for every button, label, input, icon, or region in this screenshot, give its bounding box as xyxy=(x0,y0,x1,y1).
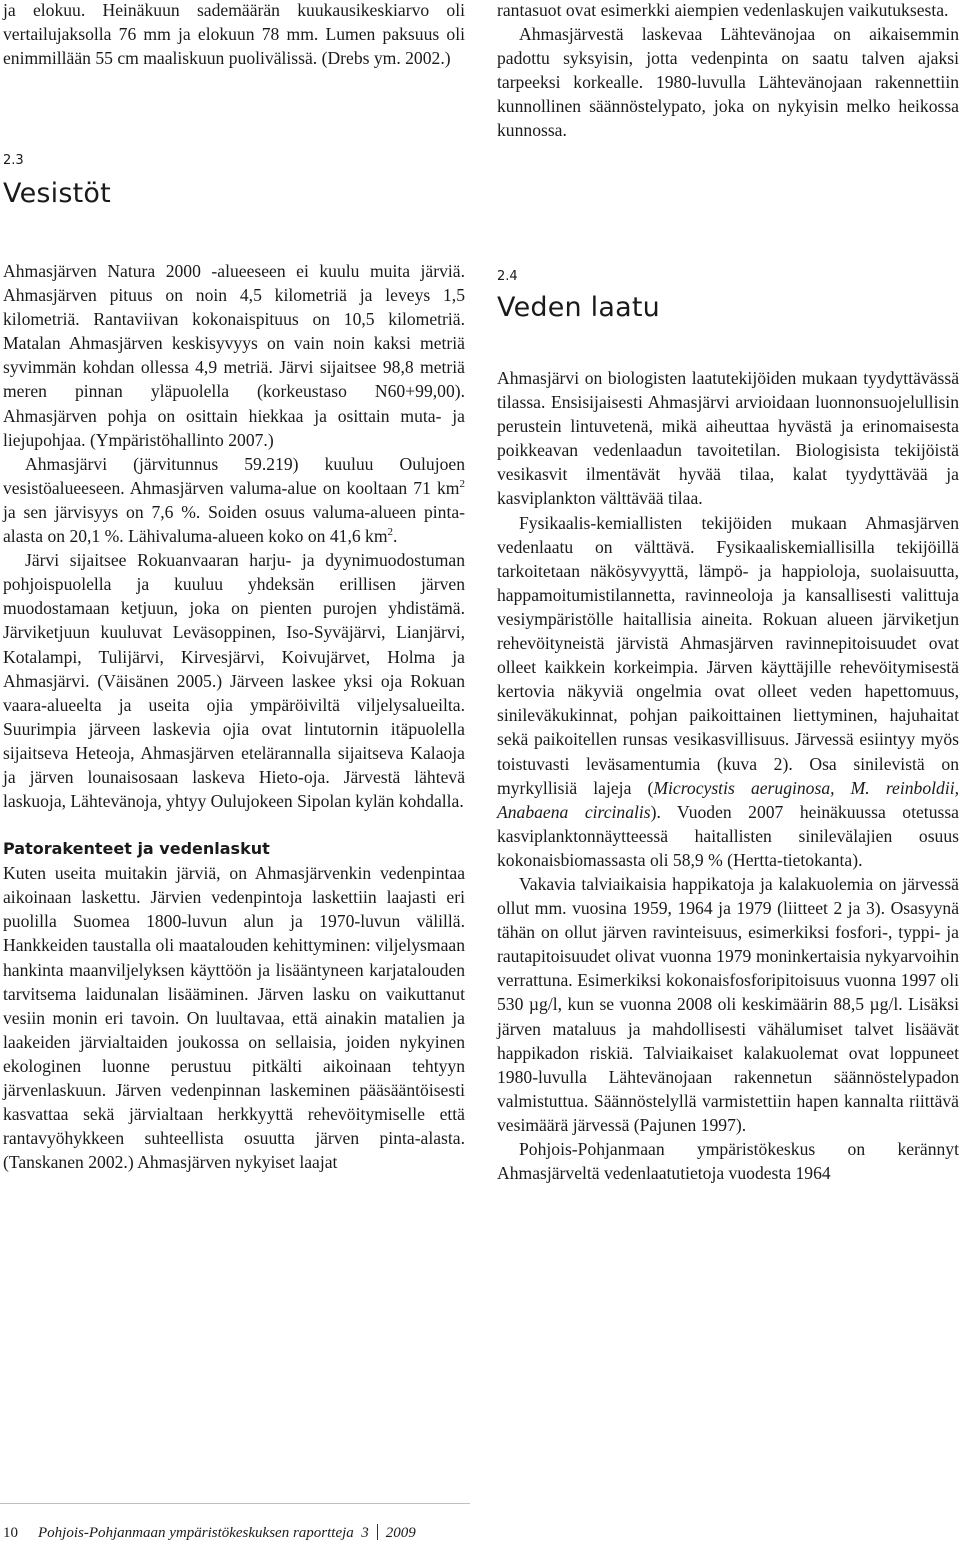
section-number-2-3: 2.3 xyxy=(3,153,24,168)
section-number-2-4: 2.4 xyxy=(497,269,518,284)
left-top-text xyxy=(3,0,465,70)
subheading-patorakenteet: Patorakenteet ja vedenlaskut xyxy=(3,839,270,859)
series-title: Pohjois-Pohjanmaan ympäristökeskuksen raportteja xyxy=(38,1525,354,1541)
page-footer xyxy=(3,1524,416,1543)
paragraph: Ahmasjärvi (järvitunnus 59.219) kuuluu Oulujoen vesistöalueeseen. Ahmasjärven valuma-alue on kooltaan 71 $km^2$ ja sen järvisyys on 7,6 %. Soiden osuus valuma-alueen pinta-alasta on 20,1 %. Lähivaluma-alueen koko on 41,6 $km^2$. xyxy=(3,453,465,547)
section-title-veden-laatu: Veden laatu xyxy=(497,292,660,323)
issue-number: 3 xyxy=(361,1525,369,1541)
right-body-text xyxy=(497,366,959,1185)
paragraph: Ahmasjärvi on biologisten laatutekijöiden mukaan tyydyttävässä tilassa. Ensisijaisesti Ahmasjärvi arvioidaan luonnonsuojelullisin perustein lintuvetenä, mikä aiheuttaa hyvästä ja erinomaisesta poikkeavan vedenlaadun tavoitetilan. Biologisista tekijöistä vesikasvit ilmentävät hyvää tilaa, kalat tyydyttävää ja kasviplankton välttävää tilaa. xyxy=(497,368,959,509)
left-body-text xyxy=(3,259,465,1174)
footer-rule xyxy=(0,1503,470,1504)
page-number: 10 xyxy=(3,1525,18,1541)
paragraph: Ahmasjärven Natura 2000 -alueeseen ei kuulu muita järviä. Ahmasjärven pituus on noin 4,5 kilometriä ja leveys 1,5 kilometriä. Rantaviivan kokonaispituus on 10,5 kilometriä. Matalan Ahmasjärven keskisyvyys on vain noin kaksi metriä syvimmän kohdan ollessa 4,9 metriä. Järvi sijaitsee 98,8 metriä meren pinnan yläpuolella (korkeustaso N60+99,00). Ahmasjärven pohja on osittain hiekkaa ja osittain muta- ja liejupohjaa. (Ympäristöhallinto 2007.) xyxy=(3,261,465,450)
paragraph: Pohjois-Pohjanmaan ympäristökeskus on kerännyt Ahmasjärveltä vedenlaatutietoja vuodesta 1964 xyxy=(497,1139,959,1184)
right-top-text xyxy=(497,0,959,143)
issue-year: 2009 xyxy=(385,1525,416,1541)
footer-separator xyxy=(377,1524,378,1540)
paragraph: Ahmasjärvestä laskevaa Lähtevänojaa on aikaisemmin padottu syksyisin, jotta vedenpinta on saatu talven ajaksi tarpeeksi korkealle. 1980-luvulla Lähtevänojaan rakennettiin kunnollinen säännöstelypato, joka on nykyisin melko heikossa kunnossa. xyxy=(497,24,959,141)
paragraph: Fysikaalis-kemiallisten tekijöiden mukaan Ahmasjärven vedenlaatu on välttävä. Fysikaaliskemiallisilla tekijöillä tarkoitetaan näkösyvyyttä, lämpö- ja happioloja, suolaisuutta, happamoitumistilannetta, ravinneoloja ja kansallisesti valittuja vesiympäristölle haitallisia aineita. Rokuan alueen järviketjun rehevöityneistä järvistä Ahmasjärven ravinnepitoisuudet ovat olleet kaikkein korkeimpia. Järven käyttäjille rehevöitymisestä kertovia näkyviä ongelmia ovat olleet veden hapettomuus, sinileväkukinnat, pohjan paikoittainen liettyminen, hajuhaitat sekä paikoitellen runsas vesikasvillisuus. Järvessä esiintyy myös toistuvasti leväsamentumia (kuva 2). Osa sinilevistä on myrkyllisiä lajeja (Microcystis aeruginosa, M. reinboldii, Anabaena circinalis). Vuoden 2007 heinäkuussa otetussa kasviplanktonnäytteessä haitallisten sinilevälajien osuus kokonaisbiomassasta oli 58,9 % (Hertta-tietokanta). xyxy=(497,512,959,870)
paragraph: Kuten useita muitakin järviä, on Ahmasjärvenkin vedenpintaa aikoinaan laskettu. Järvien vedenpintoja laskettiin laajasti eri puolilla Suomea 1800-luvun alun ja 1970-luvun välillä. Hankkeiden taustalla oli maatalouden kehittyminen: viljelysmaan hankinta maanviljelyksen käyttöön ja lisääntyneen karjatalouden tarvitsema laidunalan lisääminen. Järven lasku on vaikuttanut vesiin monin eri tavoin. On luultavaa, että ainakin matalien ja laakeiden järvialtaiden joukossa on sellaisia, joiden nykyinen ekologinen luonne perustuu pitkälti aikoinaan tehtyyn järvenlaskuun. Järven vedenpinnan laskeminen pääsääntöisesti kasvattaa sekä järvialtaan herkkyyttä rehevöitymiselle että rantavyöhykkeen suhteellista osuutta järven pinta-alasta. (Tanskanen 2002.) Ahmasjärven nykyiset laajat xyxy=(3,863,465,1173)
paragraph: rantasuot ovat esimerkki aiempien vedenlaskujen vaikutuksesta. xyxy=(497,0,949,20)
left-top-paragraph: ja elokuu. Heinäkuun sademäärän kuukausikeskiarvo oli vertailujaksolla 76 mm ja elokuun 78 mm. Lumen paksuus oli enimmillään 55 cm maaliskuun puolivälissä. (Drebs ym. 2002.) xyxy=(3,0,465,69)
section-title-vesistot: Vesistöt xyxy=(3,178,111,209)
paragraph: Järvi sijaitsee Rokuanvaaran harju- ja dyynimuodostuman pohjoispuolella ja kuuluu yhdeksän erillisen järven muodostamaan ketjuun, joka on pienten purojen yhdistämä. Järviketjuun kuuluvat Leväsoppinen, Iso-Syväjärvi, Lianjärvi, Kotalampi, Tulijärvi, Kirvesjärvi, Koivujärvet, Holma ja Ahmasjärvi. (Väisänen 2005.) Järveen laskee yksi oja Rokuan vaara-alueelta ja useita ojia ympäröiviltä viljelysalueilta. Suurimpia järveen laskevia ojia ovat lintutornin itäpuolella sijaitseva Heteoja, Ahmasjärven etelärannalla sijaitseva Kalaoja ja järven lounaisosaan laskeva Hieto-oja. Järvestä lähtevä laskuoja, Lähtevänoja, yhtyy Oulujokeen Sipolan kylän kohdalla. xyxy=(3,550,465,812)
paragraph: Vakavia talviaikaisia happikatoja ja kalakuolemia on järvessä ollut mm. vuosina 1959, 1964 ja 1979 (liitteet 2 ja 3). Osasyynä tähän on ollut järven ravinteisuus, esimerkiksi fosfori-, typpi- ja rautapitoisuudet olivat vuonna 1979 moninkertaisia nykyarvoihin verrattuna. Esimerkiksi kokonaisfosforipitoisuus vuonna 1997 oli 530 µg/l, kun se vuonna 2008 oli keskimäärin 88,5 µg/l. Lisäksi järven mataluus ja mahdollisesti vähälumiset talvet lisäävät happikadon riskiä. Talviaikaiset kalakuolemat ovat loppuneet 1980-luvulla Lähtevänojaan rakennetun säännöstelypadon valmistuttua. Säännöstelyllä varmistettiin hapen kannalta riittävä vesimäärä järvessä (Pajunen 1997). xyxy=(497,873,959,1135)
